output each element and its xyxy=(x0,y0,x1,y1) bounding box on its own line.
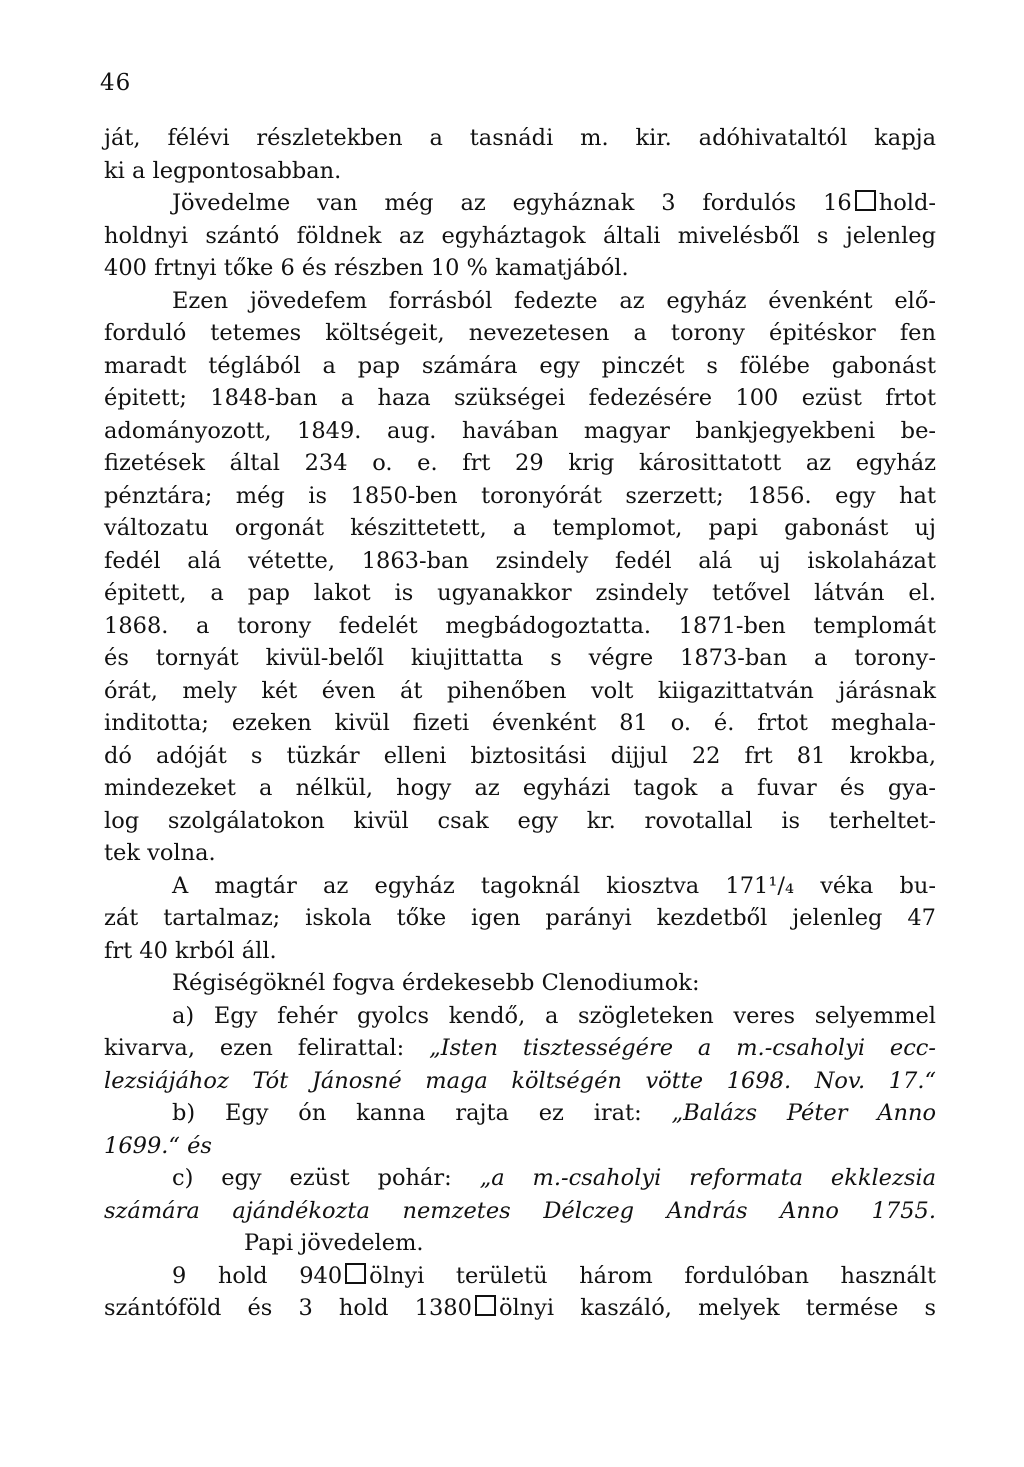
text-fragment: szántóföld és 3 hold 1380 xyxy=(104,1295,472,1321)
text-line xyxy=(104,1065,936,1098)
italic-fragment: „a m.-csaholyi reformata ekklezsia xyxy=(479,1165,936,1191)
italic-fragment: „Balázs Péter Anno xyxy=(671,1100,937,1126)
text-line: 400 frtnyi tőke 6 és részben 10 % kamatjából. xyxy=(104,255,629,281)
section-heading: Papi jövedelem. xyxy=(244,1230,424,1256)
text-line: holdnyi szántó földnek az egyháztagok általi mivelésből s jelenleg xyxy=(104,222,936,249)
text-line: tek volna. xyxy=(104,840,216,866)
text-line: forduló tetemes költségeit, nevezetesen a torony épitéskor fen xyxy=(104,320,936,346)
text-line: Jövedelme van még az egyháznak 3 fordulós 16 hold- xyxy=(172,190,936,216)
text-line: fizetések által 234 o. e. frt 29 krig károsittatott az egyház xyxy=(104,450,936,476)
text-line: fedél alá vétette, 1863-ban zsindely fedél alá uj iskolaházat xyxy=(104,547,936,574)
italic-fragment: 1699.“ és xyxy=(104,1132,212,1159)
text-line: és tornyát kivül-belől kiujittatta s végre 1873-ban a torony- xyxy=(104,645,936,671)
text-line: mindezeket a nélkül, hogy az egyházi tagok a fuvar és gya- xyxy=(104,775,936,801)
text-line: dó adóját s tüzkár elleni biztositási dijjul 22 frt 81 krokba, xyxy=(104,742,936,769)
body-text xyxy=(104,122,936,1325)
page-number: 46 xyxy=(100,70,132,96)
text-line: változatu orgonát készittetett, a templomot, papi gabonást uj xyxy=(104,515,936,541)
text-line xyxy=(104,1032,936,1065)
text-line xyxy=(104,1130,936,1163)
text-line: maradt téglából a pap számára egy pinczét s fölébe gabonást xyxy=(104,352,936,379)
text-line xyxy=(104,1260,936,1293)
text-line: A magtár az egyház tagoknál kiosztva 171¹/₄ véka bu- xyxy=(172,872,936,899)
text-line: Régiségöknél fogva érdekesebb Clenodiumok: xyxy=(172,970,700,996)
text-line: épitett, a pap lakot is ugyanakkor zsindely tetővel látván el. xyxy=(104,580,936,606)
text-fragment: 9 hold 940 xyxy=(172,1262,343,1289)
italic-fragment: lezsiájához Tót Jánosné maga költségén vötte 1698. Nov. 17.“ xyxy=(104,1067,936,1094)
square-measure-icon xyxy=(345,1263,366,1284)
text-line: adományozott, 1849. aug. havában magyar bankjegyekbeni be- xyxy=(104,417,936,444)
text-line: épitett; 1848-ban a haza szükségei fedezésére 100 ezüst frtot xyxy=(104,385,936,411)
square-measure-icon xyxy=(475,1295,496,1316)
text-line xyxy=(104,1292,936,1325)
text-line: frt 40 krból áll. xyxy=(104,937,277,964)
italic-fragment: „Isten tisztességére a m.-csaholyi ecc- xyxy=(429,1035,936,1061)
text-line: ját, félévi részletekben a tasnádi m. kir. adóhivataltól kapja xyxy=(104,125,936,151)
text-line: órát, mely két éven át pihenőben volt kiigazittatván járásnak xyxy=(104,677,936,704)
text-fragment: c) egy ezüst pohár: xyxy=(172,1165,452,1191)
text-line: zát tartalmaz; iskola tőke igen parányi kezdetből jelenleg 47 xyxy=(104,905,936,931)
text-line: a) Egy fehér gyolcs kendő, a szögleteken veres selyemmel xyxy=(172,1002,936,1029)
text-line xyxy=(104,1195,936,1228)
text-line: inditotta; ezeken kivül fizeti évenként 81 o. é. frtot meghala- xyxy=(104,710,936,736)
text-line: log szolgálatokon kivül csak egy kr. rovotallal is terheltet- xyxy=(104,807,936,834)
text-fragment: ölnyi kaszáló, melyek termése s xyxy=(498,1295,936,1321)
square-measure-icon xyxy=(855,190,876,211)
text-fragment: b) Egy ón kanna rajta ez irat: xyxy=(172,1100,642,1126)
text-line: pénztára; még is 1850-ben toronyórát szerzett; 1856. egy hat xyxy=(104,482,936,509)
text-fragment: kivarva, ezen felirattal: xyxy=(104,1035,405,1061)
text-fragment: ölnyi területü három fordulóban használt xyxy=(369,1262,937,1289)
text-line: 1868. a torony fedelét megbádogoztatta. 1871-ben templomát xyxy=(104,612,936,639)
text-line xyxy=(104,1162,936,1195)
text-line: Ezen jövedefem forrásból fedezte az egyház évenként elő- xyxy=(172,287,936,314)
text-line: ki a legpontosabban. xyxy=(104,157,342,184)
italic-fragment: számára ajándékozta nemzetes Délczeg András Anno 1755. xyxy=(104,1197,936,1224)
text-line xyxy=(104,1097,936,1130)
text-fragment: Jövedelme van még az egyháznak 3 fordulós 16 xyxy=(172,190,852,216)
